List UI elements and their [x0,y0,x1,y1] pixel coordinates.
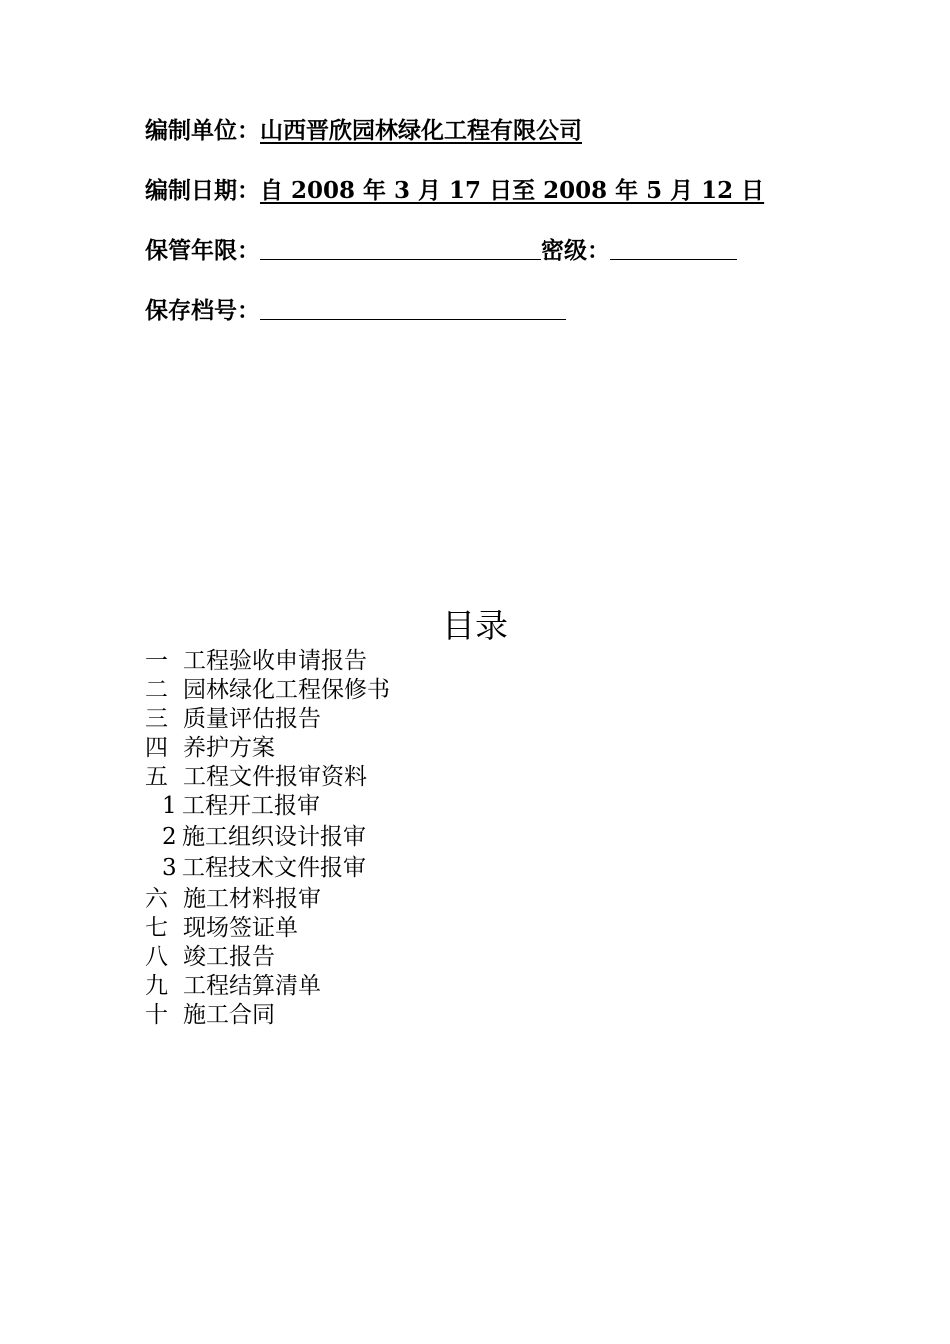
toc-item-number: 四 [145,735,168,761]
toc-item-number: 七 [145,915,168,941]
secrecy-blank [610,235,737,260]
toc-item-number: 2 [162,824,177,850]
toc-subitem [162,791,320,821]
toc-item-number: 3 [162,855,177,881]
compiling-unit-line [145,114,582,148]
retention-blank [260,235,541,260]
toc-item-text: 工程文件报审资料 [183,764,367,790]
archive-blank [260,295,566,320]
toc-item [145,884,321,914]
toc-item-number: 二 [145,677,168,703]
archive-label: 保存档号： [145,297,260,324]
toc-item [145,646,367,676]
toc-item-text: 工程结算清单 [183,973,321,999]
retention-line [145,234,737,268]
toc-item-number: 十 [145,1002,168,1028]
toc-item [145,942,275,972]
toc-item-text: 施工合同 [183,1002,275,1028]
toc-item-text: 养护方案 [183,735,275,761]
toc-item-number: 九 [145,973,168,999]
toc-item [145,675,390,705]
secrecy-label: 密级： [541,237,610,264]
toc-subitem [162,853,366,883]
toc-item-number: 三 [145,706,168,732]
toc-item-text: 园林绿化工程保修书 [183,677,390,703]
toc-item-text: 竣工报告 [183,944,275,970]
toc-item-text: 工程验收申请报告 [183,648,367,674]
toc-item [145,762,367,792]
toc-subitem [162,822,366,852]
toc-item [145,733,275,763]
toc-item-text: 工程开工报审 [182,793,320,819]
toc-item-number: 1 [162,793,177,819]
retention-label: 保管年限： [145,237,260,264]
toc-item-text: 质量评估报告 [183,706,321,732]
toc-item-text: 施工材料报审 [183,886,321,912]
toc-item-text: 施工组织设计报审 [182,824,366,850]
compiling-date-label: 编制日期： [145,177,260,204]
compiling-unit-label: 编制单位： [145,117,260,144]
toc-item-number: 六 [145,886,168,912]
compiling-date-value: 自 2008 年 3 月 17 日至 2008 年 5 月 12 日 [260,177,765,204]
toc-item-text: 工程技术文件报审 [182,855,366,881]
toc-item-number: 一 [145,648,168,674]
toc-item [145,1000,275,1030]
compiling-unit-value: 山西晋欣园林绿化工程有限公司 [260,117,582,144]
toc-title: 目录 [442,606,508,645]
toc-item-number: 八 [145,944,168,970]
toc-item [145,971,321,1001]
archive-line [145,294,566,328]
toc-item-number: 五 [145,764,168,790]
compiling-date-line [145,174,764,208]
toc-item [145,704,321,734]
toc-item [145,913,298,943]
toc-item-text: 现场签证单 [183,915,298,941]
